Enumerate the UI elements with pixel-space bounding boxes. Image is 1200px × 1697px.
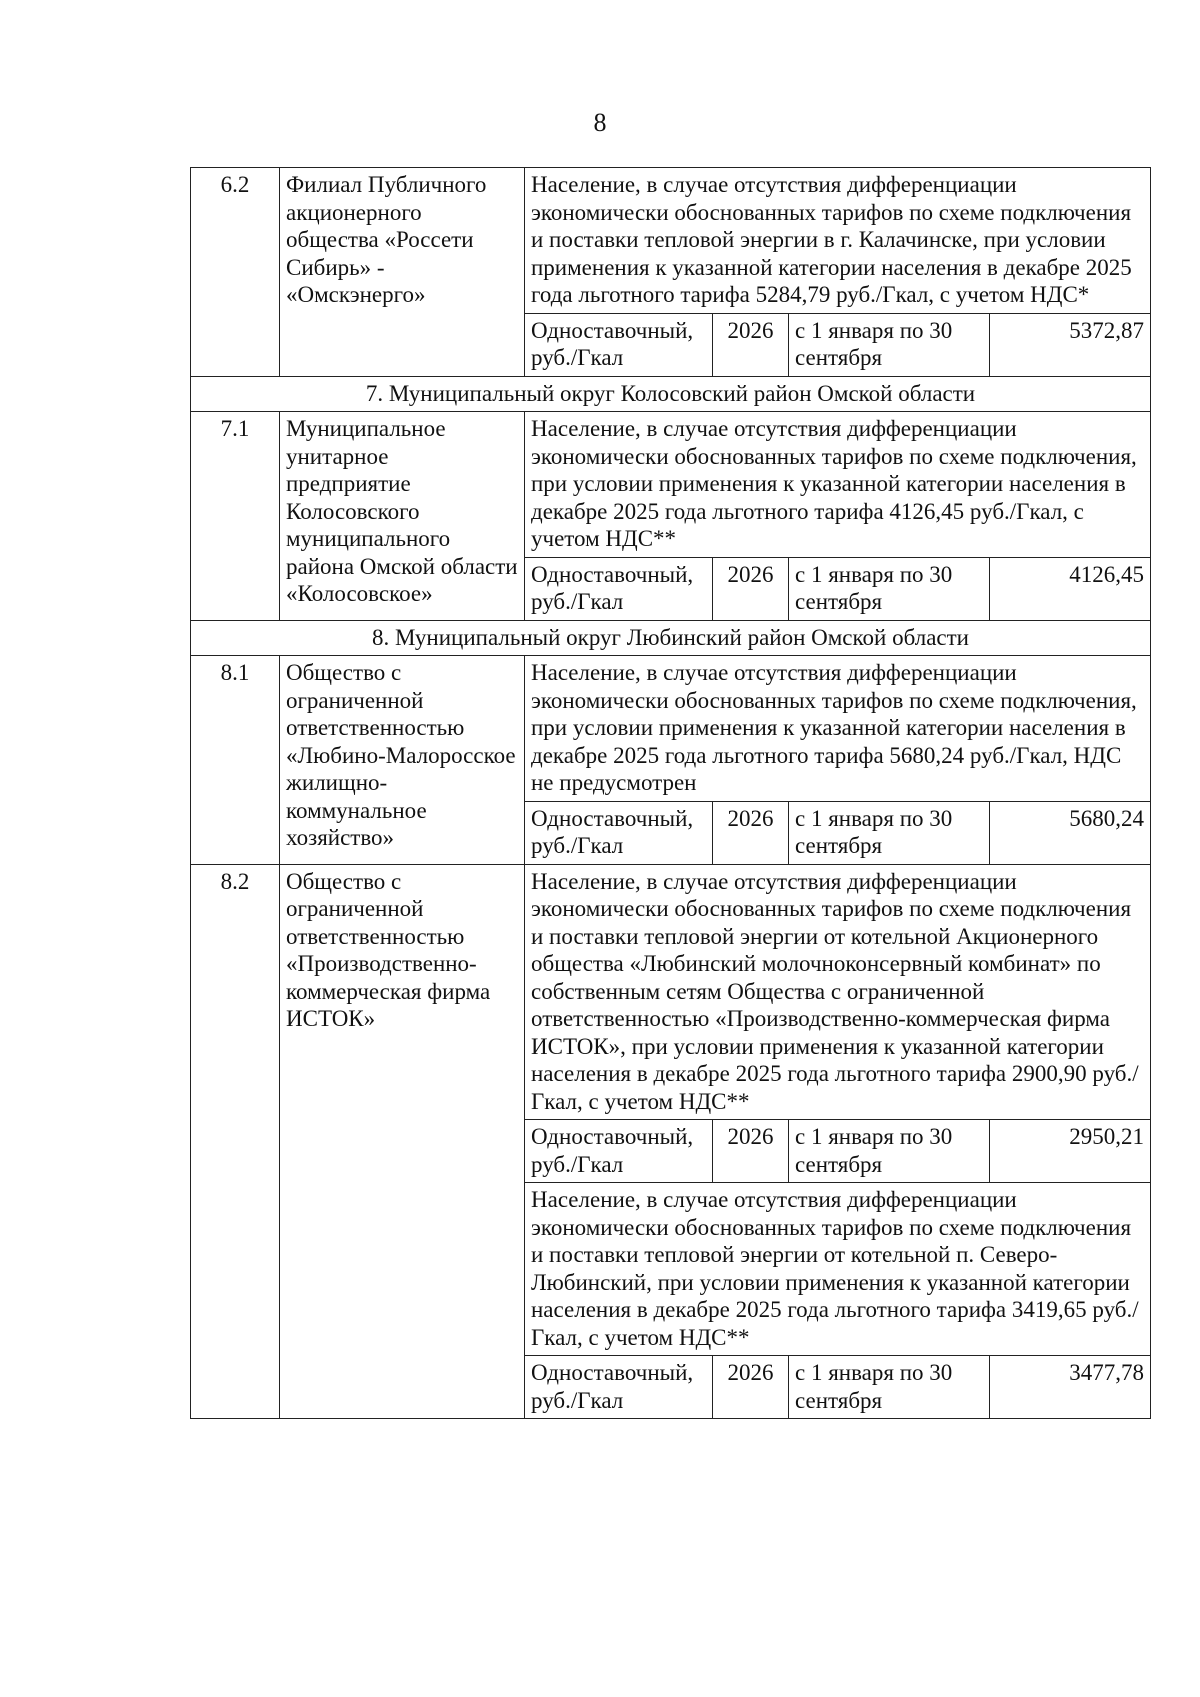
tariff-period: с 1 января по 30 сентября bbox=[789, 801, 990, 864]
tariff-year: 2026 bbox=[713, 1120, 789, 1183]
tariff-table bbox=[190, 167, 1151, 1419]
tariff-value: 5680,24 bbox=[990, 801, 1151, 864]
consumer-description: Население, в случае отсутствия дифференциации экономически обоснованных тарифов по схеме подключения, при условии применения к указанной категории населения в декабре 2025 года льготного тарифа 4126,45 руб./Гкал, с учетом НДС** bbox=[525, 412, 1151, 558]
page-number: 8 bbox=[593, 108, 607, 137]
organization-name: Общество с ограниченной ответственностью «Любино-Малоросское жилищно-коммунальное хозяйство» bbox=[280, 656, 525, 865]
row-number: 8.2 bbox=[191, 864, 280, 1419]
tariff-year: 2026 bbox=[713, 1356, 789, 1419]
organization-name: Муниципальное унитарное предприятие Колосовского муниципального района Омской области «Колосовское» bbox=[280, 412, 525, 621]
tariff-period: с 1 января по 30 сентября bbox=[789, 1120, 990, 1183]
consumer-description: Население, в случае отсутствия дифференциации экономически обоснованных тарифов по схеме подключения и поставки тепловой энергии от котельной Акционерного общества «Любинский молочноконсервный комбинат» по собственным сетям Общества с ограниченной ответственностью «Производственно-коммерческая фирма ИСТОК», при условии применения к указанной категории населения в декабре 2025 года льготного тарифа 2900,90 руб./Гкал, с учетом НДС** bbox=[525, 864, 1151, 1120]
tariff-period: с 1 января по 30 сентября bbox=[789, 313, 990, 376]
section-heading: 7. Муниципальный округ Колосовский район Омской области bbox=[191, 376, 1151, 412]
tariff-type: Одноставочный, руб./Гкал bbox=[525, 801, 713, 864]
consumer-description: Население, в случае отсутствия дифференциации экономически обоснованных тарифов по схеме подключения и поставки тепловой энергии в г. Калачинске, при условии применения к указанной категории населения в декабре 2025 года льготного тарифа 5284,79 руб./Гкал, с учетом НДС* bbox=[525, 168, 1151, 314]
tariff-year: 2026 bbox=[713, 313, 789, 376]
tariff-value: 3477,78 bbox=[990, 1356, 1151, 1419]
tariff-type: Одноставочный, руб./Гкал bbox=[525, 1120, 713, 1183]
table-row bbox=[191, 168, 1151, 314]
tariff-type: Одноставочный, руб./Гкал bbox=[525, 1356, 713, 1419]
row-number: 6.2 bbox=[191, 168, 280, 377]
row-number: 7.1 bbox=[191, 412, 280, 621]
organization-name: Общество с ограниченной ответственностью «Производственно-коммерческая фирма ИСТОК» bbox=[280, 864, 525, 1419]
organization-name: Филиал Публичного акционерного общества «Россети Сибирь» - «Омскэнерго» bbox=[280, 168, 525, 377]
tariff-year: 2026 bbox=[713, 557, 789, 620]
tariff-period: с 1 января по 30 сентября bbox=[789, 557, 990, 620]
table-row bbox=[191, 412, 1151, 558]
tariff-type: Одноставочный, руб./Гкал bbox=[525, 557, 713, 620]
section-heading: 8. Муниципальный округ Любинский район Омской области bbox=[191, 620, 1151, 656]
tariff-value: 2950,21 bbox=[990, 1120, 1151, 1183]
tariff-year: 2026 bbox=[713, 801, 789, 864]
table-row bbox=[191, 656, 1151, 802]
row-number: 8.1 bbox=[191, 656, 280, 865]
table-row bbox=[191, 864, 1151, 1120]
section-row bbox=[191, 620, 1151, 656]
tariff-period: с 1 января по 30 сентября bbox=[789, 1356, 990, 1419]
consumer-description: Население, в случае отсутствия дифференциации экономически обоснованных тарифов по схеме подключения и поставки тепловой энергии от котельной п. Северо-Любинский, при условии применения к указанной категории населения в декабре 2025 года льготного тарифа 3419,65 руб./Гкал, с учетом НДС** bbox=[525, 1183, 1151, 1356]
consumer-description: Население, в случае отсутствия дифференциации экономически обоснованных тарифов по схеме подключения, при условии применения к указанной категории населения в декабре 2025 года льготного тарифа 5680,24 руб./Гкал, НДС не предусмотрен bbox=[525, 656, 1151, 802]
tariff-value: 5372,87 bbox=[990, 313, 1151, 376]
tariff-type: Одноставочный, руб./Гкал bbox=[525, 313, 713, 376]
tariff-value: 4126,45 bbox=[990, 557, 1151, 620]
section-row bbox=[191, 376, 1151, 412]
